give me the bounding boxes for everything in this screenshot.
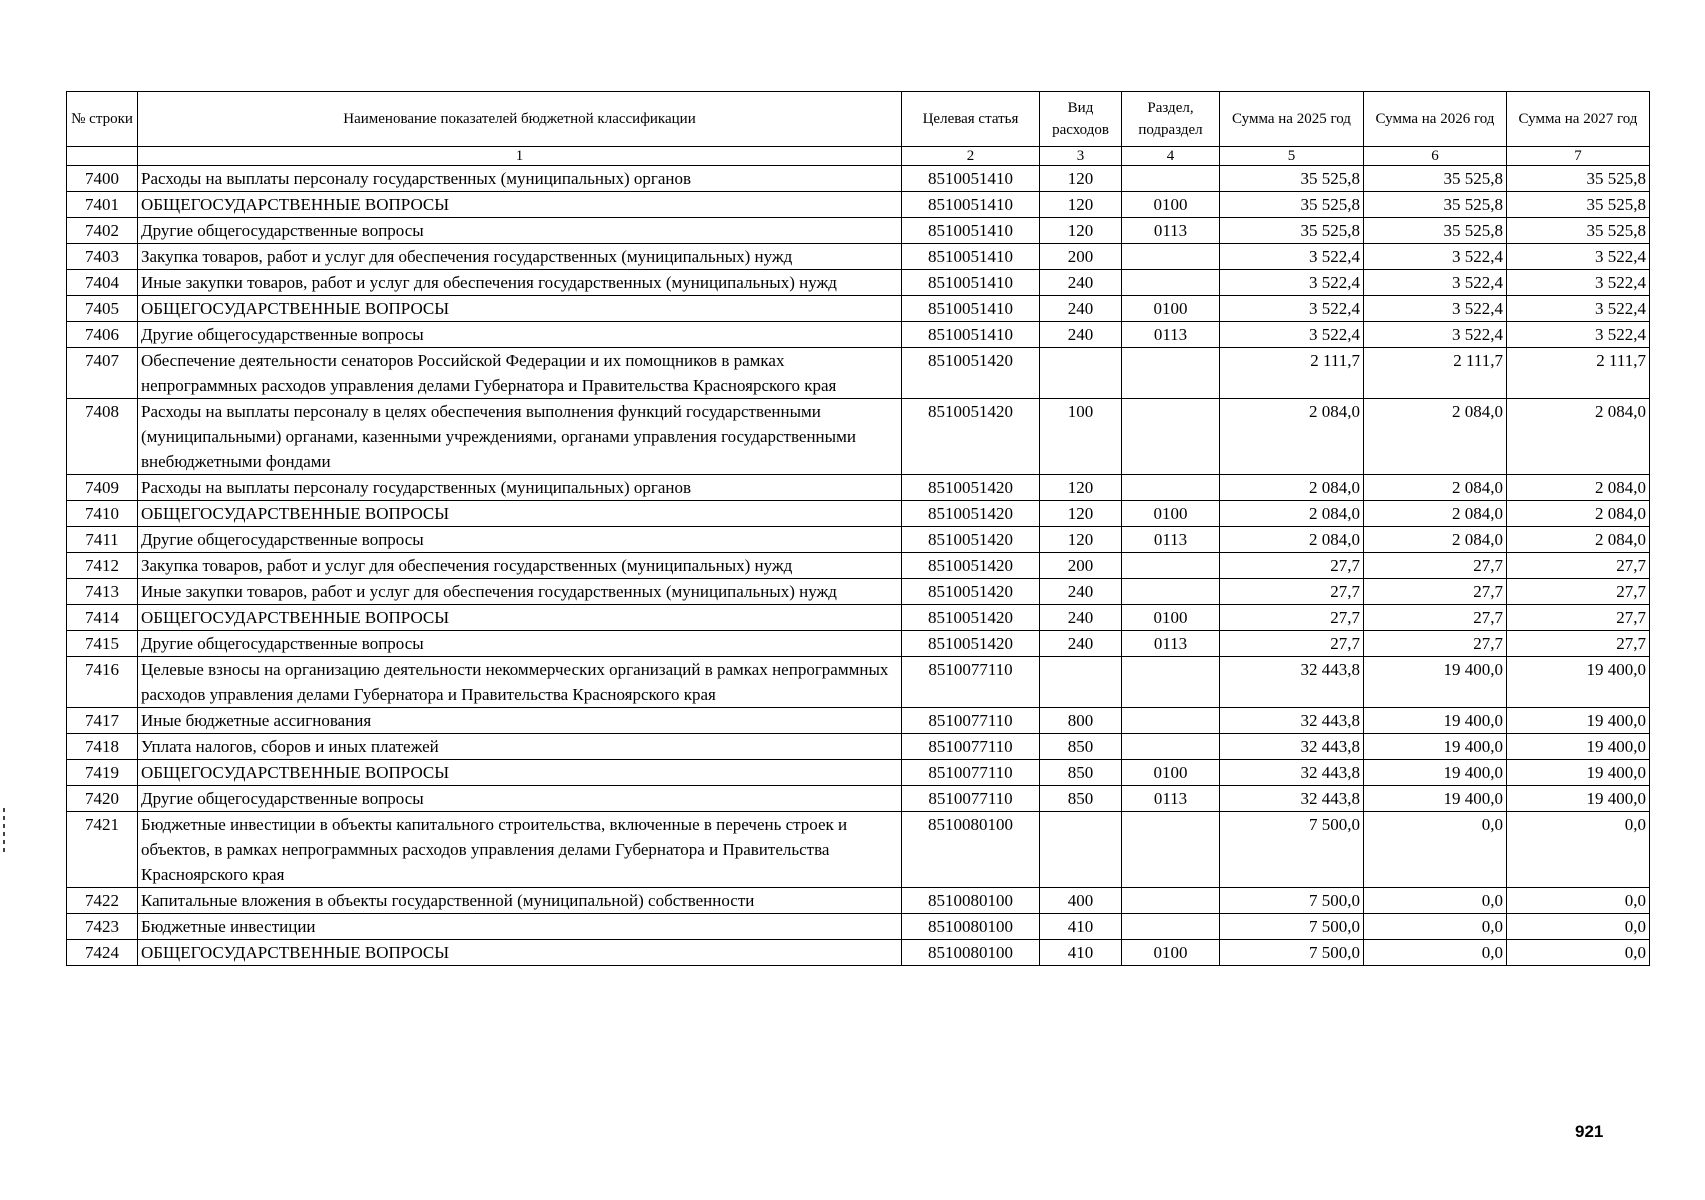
name-cell: Иные закупки товаров, работ и услуг для обеспечения государственных (муниципальных) нужд [138, 270, 902, 296]
sum-2027-cell: 27,7 [1507, 631, 1650, 657]
sum-2027-cell: 0,0 [1507, 812, 1650, 888]
expense-type-cell: 200 [1040, 244, 1122, 270]
table-row [67, 218, 1650, 244]
name-cell: Капитальные вложения в объекты государственной (муниципальной) собственности [138, 888, 902, 914]
target-cell: 8510051410 [902, 244, 1040, 270]
expense-type-cell [1040, 812, 1122, 888]
sum-2027-cell: 2 084,0 [1507, 399, 1650, 475]
sum-2026-cell: 2 084,0 [1364, 527, 1507, 553]
name-cell: Другие общегосударственные вопросы [138, 631, 902, 657]
row-number-cell: 7423 [67, 914, 138, 940]
table-row [67, 399, 1650, 475]
row-number-cell: 7418 [67, 734, 138, 760]
table-row [67, 348, 1650, 399]
page-number: 921 [1575, 1122, 1604, 1141]
section-cell: 0100 [1122, 760, 1220, 786]
sum-2026-cell: 35 525,8 [1364, 218, 1507, 244]
sum-2025-cell: 3 522,4 [1220, 322, 1364, 348]
name-cell: Обеспечение деятельности сенаторов Российской Федерации и их помощников в рамках непрограммных расходов управления делами Губернатора и Правительства Красноярского края [138, 348, 902, 399]
column-number [67, 147, 138, 166]
row-number-cell: 7420 [67, 786, 138, 812]
sum-2025-cell: 3 522,4 [1220, 296, 1364, 322]
sum-2025-cell: 3 522,4 [1220, 244, 1364, 270]
column-number: 4 [1122, 147, 1220, 166]
sum-2025-cell: 27,7 [1220, 605, 1364, 631]
expense-type-cell: 200 [1040, 553, 1122, 579]
row-number-cell: 7422 [67, 888, 138, 914]
sum-2026-cell: 19 400,0 [1364, 760, 1507, 786]
row-number-cell: 7404 [67, 270, 138, 296]
section-cell [1122, 399, 1220, 475]
target-cell: 8510051420 [902, 605, 1040, 631]
section-cell [1122, 914, 1220, 940]
sum-2025-cell: 2 084,0 [1220, 527, 1364, 553]
header-sum-2027: Сумма на 2027 год [1507, 92, 1650, 147]
row-number-cell: 7417 [67, 708, 138, 734]
sum-2027-cell: 3 522,4 [1507, 244, 1650, 270]
column-number: 5 [1220, 147, 1364, 166]
header-name: Наименование показателей бюджетной классификации [138, 92, 902, 147]
name-cell: Закупка товаров, работ и услуг для обеспечения государственных (муниципальных) нужд [138, 553, 902, 579]
sum-2027-cell: 19 400,0 [1507, 734, 1650, 760]
target-cell: 8510051420 [902, 631, 1040, 657]
target-cell: 8510080100 [902, 812, 1040, 888]
section-cell [1122, 244, 1220, 270]
table-body [67, 166, 1650, 966]
name-cell: ОБЩЕГОСУДАРСТВЕННЫЕ ВОПРОСЫ [138, 940, 902, 966]
sum-2026-cell: 3 522,4 [1364, 322, 1507, 348]
row-number-cell: 7409 [67, 475, 138, 501]
target-cell: 8510051420 [902, 527, 1040, 553]
section-cell: 0100 [1122, 296, 1220, 322]
row-number-cell: 7421 [67, 812, 138, 888]
target-cell: 8510051420 [902, 475, 1040, 501]
section-cell [1122, 579, 1220, 605]
row-number-cell: 7406 [67, 322, 138, 348]
name-cell: Иные бюджетные ассигнования [138, 708, 902, 734]
sum-2027-cell: 2 084,0 [1507, 475, 1650, 501]
section-cell: 0100 [1122, 192, 1220, 218]
expense-type-cell: 240 [1040, 631, 1122, 657]
section-cell: 0113 [1122, 218, 1220, 244]
column-number-row [67, 147, 1650, 166]
target-cell: 8510051420 [902, 553, 1040, 579]
name-cell: Целевые взносы на организацию деятельности некоммерческих организаций в рамках непрограммных расходов управления делами Губернатора и Правительства Красноярского края [138, 657, 902, 708]
sum-2026-cell: 19 400,0 [1364, 657, 1507, 708]
section-cell [1122, 708, 1220, 734]
sum-2027-cell: 27,7 [1507, 605, 1650, 631]
expense-type-cell: 800 [1040, 708, 1122, 734]
target-cell: 8510051410 [902, 192, 1040, 218]
table-row [67, 322, 1650, 348]
table-row [67, 760, 1650, 786]
sum-2026-cell: 0,0 [1364, 888, 1507, 914]
sum-2026-cell: 0,0 [1364, 940, 1507, 966]
table-row [67, 812, 1650, 888]
sum-2026-cell: 19 400,0 [1364, 708, 1507, 734]
sum-2025-cell: 35 525,8 [1220, 166, 1364, 192]
expense-type-cell: 240 [1040, 322, 1122, 348]
expense-type-cell: 240 [1040, 605, 1122, 631]
column-number: 1 [138, 147, 902, 166]
sum-2027-cell: 35 525,8 [1507, 218, 1650, 244]
sum-2026-cell: 27,7 [1364, 553, 1507, 579]
sum-2027-cell: 3 522,4 [1507, 270, 1650, 296]
expense-type-cell: 240 [1040, 579, 1122, 605]
table-row [67, 296, 1650, 322]
table-row [67, 657, 1650, 708]
name-cell: Расходы на выплаты персоналу государственных (муниципальных) органов [138, 166, 902, 192]
table-header-row [67, 92, 1650, 147]
sum-2027-cell: 19 400,0 [1507, 657, 1650, 708]
expense-type-cell: 400 [1040, 888, 1122, 914]
name-cell: Расходы на выплаты персоналу государственных (муниципальных) органов [138, 475, 902, 501]
name-cell: Бюджетные инвестиции в объекты капитального строительства, включенные в перечень строек и объектов, в рамках непрограммных расходов управления делами Губернатора и Правительства Красноярского края [138, 812, 902, 888]
section-cell [1122, 812, 1220, 888]
sum-2027-cell: 0,0 [1507, 914, 1650, 940]
section-cell [1122, 553, 1220, 579]
sum-2025-cell: 27,7 [1220, 553, 1364, 579]
table-row [67, 166, 1650, 192]
header-expense-type: Вид расходов [1040, 92, 1122, 147]
target-cell: 8510051410 [902, 296, 1040, 322]
sum-2026-cell: 2 084,0 [1364, 501, 1507, 527]
row-number-cell: 7412 [67, 553, 138, 579]
expense-type-cell: 120 [1040, 218, 1122, 244]
sum-2026-cell: 2 084,0 [1364, 399, 1507, 475]
name-cell: Другие общегосударственные вопросы [138, 218, 902, 244]
sum-2027-cell: 27,7 [1507, 553, 1650, 579]
expense-type-cell: 100 [1040, 399, 1122, 475]
name-cell: Другие общегосударственные вопросы [138, 527, 902, 553]
row-number-cell: 7405 [67, 296, 138, 322]
table-row [67, 940, 1650, 966]
target-cell: 8510077110 [902, 708, 1040, 734]
sum-2025-cell: 3 522,4 [1220, 270, 1364, 296]
target-cell: 8510080100 [902, 940, 1040, 966]
name-cell: Иные закупки товаров, работ и услуг для обеспечения государственных (муниципальных) нужд [138, 579, 902, 605]
sum-2027-cell: 19 400,0 [1507, 760, 1650, 786]
target-cell: 8510051420 [902, 399, 1040, 475]
sum-2025-cell: 2 111,7 [1220, 348, 1364, 399]
expense-type-cell: 120 [1040, 192, 1122, 218]
sum-2027-cell: 35 525,8 [1507, 192, 1650, 218]
sum-2026-cell: 3 522,4 [1364, 270, 1507, 296]
section-cell: 0113 [1122, 322, 1220, 348]
table-row [67, 192, 1650, 218]
table-row [67, 579, 1650, 605]
sum-2025-cell: 35 525,8 [1220, 192, 1364, 218]
sum-2026-cell: 27,7 [1364, 605, 1507, 631]
target-cell: 8510051410 [902, 322, 1040, 348]
sum-2027-cell: 0,0 [1507, 940, 1650, 966]
sum-2025-cell: 7 500,0 [1220, 888, 1364, 914]
sum-2025-cell: 32 443,8 [1220, 760, 1364, 786]
sum-2027-cell: 19 400,0 [1507, 708, 1650, 734]
section-cell: 0113 [1122, 527, 1220, 553]
row-number-cell: 7400 [67, 166, 138, 192]
sum-2027-cell: 3 522,4 [1507, 296, 1650, 322]
sum-2026-cell: 0,0 [1364, 914, 1507, 940]
row-number-cell: 7415 [67, 631, 138, 657]
sum-2026-cell: 3 522,4 [1364, 296, 1507, 322]
sum-2026-cell: 35 525,8 [1364, 192, 1507, 218]
section-cell [1122, 270, 1220, 296]
sum-2026-cell: 27,7 [1364, 579, 1507, 605]
name-cell: Расходы на выплаты персоналу в целях обеспечения выполнения функций государственными (муниципальными) органами, казенными учреждениями, органами управления государственными внебюджетными фондами [138, 399, 902, 475]
column-number: 2 [902, 147, 1040, 166]
sum-2025-cell: 35 525,8 [1220, 218, 1364, 244]
row-number-cell: 7419 [67, 760, 138, 786]
row-number-cell: 7410 [67, 501, 138, 527]
sum-2026-cell: 0,0 [1364, 812, 1507, 888]
section-cell [1122, 348, 1220, 399]
header-sum-2026: Сумма на 2026 год [1364, 92, 1507, 147]
sum-2025-cell: 2 084,0 [1220, 501, 1364, 527]
sum-2025-cell: 7 500,0 [1220, 914, 1364, 940]
target-cell: 8510077110 [902, 786, 1040, 812]
row-number-cell: 7411 [67, 527, 138, 553]
sum-2025-cell: 7 500,0 [1220, 940, 1364, 966]
name-cell: ОБЩЕГОСУДАРСТВЕННЫЕ ВОПРОСЫ [138, 605, 902, 631]
sum-2027-cell: 27,7 [1507, 579, 1650, 605]
expense-type-cell: 240 [1040, 270, 1122, 296]
row-number-cell: 7407 [67, 348, 138, 399]
table-row [67, 605, 1650, 631]
table-row [67, 734, 1650, 760]
section-cell [1122, 166, 1220, 192]
section-cell: 0100 [1122, 940, 1220, 966]
sum-2026-cell: 35 525,8 [1364, 166, 1507, 192]
section-cell: 0100 [1122, 501, 1220, 527]
name-cell: Закупка товаров, работ и услуг для обеспечения государственных (муниципальных) нужд [138, 244, 902, 270]
sum-2027-cell: 3 522,4 [1507, 322, 1650, 348]
expense-type-cell: 120 [1040, 475, 1122, 501]
table-row [67, 501, 1650, 527]
budget-table [66, 91, 1650, 966]
target-cell: 8510051410 [902, 218, 1040, 244]
sum-2025-cell: 27,7 [1220, 579, 1364, 605]
sum-2026-cell: 3 522,4 [1364, 244, 1507, 270]
column-number: 3 [1040, 147, 1122, 166]
expense-type-cell: 120 [1040, 166, 1122, 192]
name-cell: Другие общегосударственные вопросы [138, 786, 902, 812]
sum-2027-cell: 19 400,0 [1507, 786, 1650, 812]
target-cell: 8510051420 [902, 579, 1040, 605]
sum-2026-cell: 2 111,7 [1364, 348, 1507, 399]
section-cell: 0100 [1122, 605, 1220, 631]
sum-2026-cell: 27,7 [1364, 631, 1507, 657]
table-row [67, 270, 1650, 296]
sum-2025-cell: 32 443,8 [1220, 657, 1364, 708]
table-row [67, 527, 1650, 553]
sum-2025-cell: 2 084,0 [1220, 399, 1364, 475]
column-number: 7 [1507, 147, 1650, 166]
sum-2026-cell: 2 084,0 [1364, 475, 1507, 501]
sum-2027-cell: 0,0 [1507, 888, 1650, 914]
sum-2027-cell: 35 525,8 [1507, 166, 1650, 192]
row-number-cell: 7414 [67, 605, 138, 631]
target-cell: 8510080100 [902, 888, 1040, 914]
column-number: 6 [1364, 147, 1507, 166]
row-number-cell: 7403 [67, 244, 138, 270]
row-number-cell: 7416 [67, 657, 138, 708]
name-cell: Уплата налогов, сборов и иных платежей [138, 734, 902, 760]
target-cell: 8510051410 [902, 166, 1040, 192]
sum-2027-cell: 2 084,0 [1507, 501, 1650, 527]
target-cell: 8510077110 [902, 657, 1040, 708]
sum-2025-cell: 7 500,0 [1220, 812, 1364, 888]
expense-type-cell [1040, 348, 1122, 399]
target-cell: 8510051420 [902, 501, 1040, 527]
sum-2027-cell: 2 084,0 [1507, 527, 1650, 553]
expense-type-cell: 850 [1040, 760, 1122, 786]
section-cell [1122, 734, 1220, 760]
sum-2025-cell: 32 443,8 [1220, 708, 1364, 734]
section-cell: 0113 [1122, 786, 1220, 812]
row-number-cell: 7424 [67, 940, 138, 966]
table-row [67, 708, 1650, 734]
table-row [67, 786, 1650, 812]
name-cell: ОБЩЕГОСУДАРСТВЕННЫЕ ВОПРОСЫ [138, 296, 902, 322]
section-cell [1122, 888, 1220, 914]
header-row-number: № строки [67, 92, 138, 147]
header-target: Целевая статья [902, 92, 1040, 147]
expense-type-cell: 410 [1040, 940, 1122, 966]
target-cell: 8510077110 [902, 734, 1040, 760]
table-row [67, 475, 1650, 501]
sum-2025-cell: 27,7 [1220, 631, 1364, 657]
table-row [67, 914, 1650, 940]
sum-2027-cell: 2 111,7 [1507, 348, 1650, 399]
sum-2026-cell: 19 400,0 [1364, 734, 1507, 760]
section-cell [1122, 657, 1220, 708]
expense-type-cell: 120 [1040, 527, 1122, 553]
sum-2025-cell: 32 443,8 [1220, 786, 1364, 812]
table-row [67, 553, 1650, 579]
row-number-cell: 7402 [67, 218, 138, 244]
expense-type-cell: 850 [1040, 786, 1122, 812]
sum-2025-cell: 32 443,8 [1220, 734, 1364, 760]
target-cell: 8510080100 [902, 914, 1040, 940]
name-cell: Бюджетные инвестиции [138, 914, 902, 940]
expense-type-cell [1040, 657, 1122, 708]
table-row [67, 631, 1650, 657]
row-number-cell: 7401 [67, 192, 138, 218]
section-cell: 0113 [1122, 631, 1220, 657]
header-section: Раздел, подраздел [1122, 92, 1220, 147]
table-row [67, 244, 1650, 270]
margin-mark [3, 808, 5, 856]
expense-type-cell: 850 [1040, 734, 1122, 760]
target-cell: 8510051410 [902, 270, 1040, 296]
name-cell: ОБЩЕГОСУДАРСТВЕННЫЕ ВОПРОСЫ [138, 760, 902, 786]
expense-type-cell: 410 [1040, 914, 1122, 940]
name-cell: ОБЩЕГОСУДАРСТВЕННЫЕ ВОПРОСЫ [138, 501, 902, 527]
section-cell [1122, 475, 1220, 501]
expense-type-cell: 240 [1040, 296, 1122, 322]
row-number-cell: 7408 [67, 399, 138, 475]
row-number-cell: 7413 [67, 579, 138, 605]
name-cell: ОБЩЕГОСУДАРСТВЕННЫЕ ВОПРОСЫ [138, 192, 902, 218]
sum-2026-cell: 19 400,0 [1364, 786, 1507, 812]
target-cell: 8510051420 [902, 348, 1040, 399]
sum-2025-cell: 2 084,0 [1220, 475, 1364, 501]
expense-type-cell: 120 [1040, 501, 1122, 527]
header-sum-2025: Сумма на 2025 год [1220, 92, 1364, 147]
name-cell: Другие общегосударственные вопросы [138, 322, 902, 348]
target-cell: 8510077110 [902, 760, 1040, 786]
table-row [67, 888, 1650, 914]
